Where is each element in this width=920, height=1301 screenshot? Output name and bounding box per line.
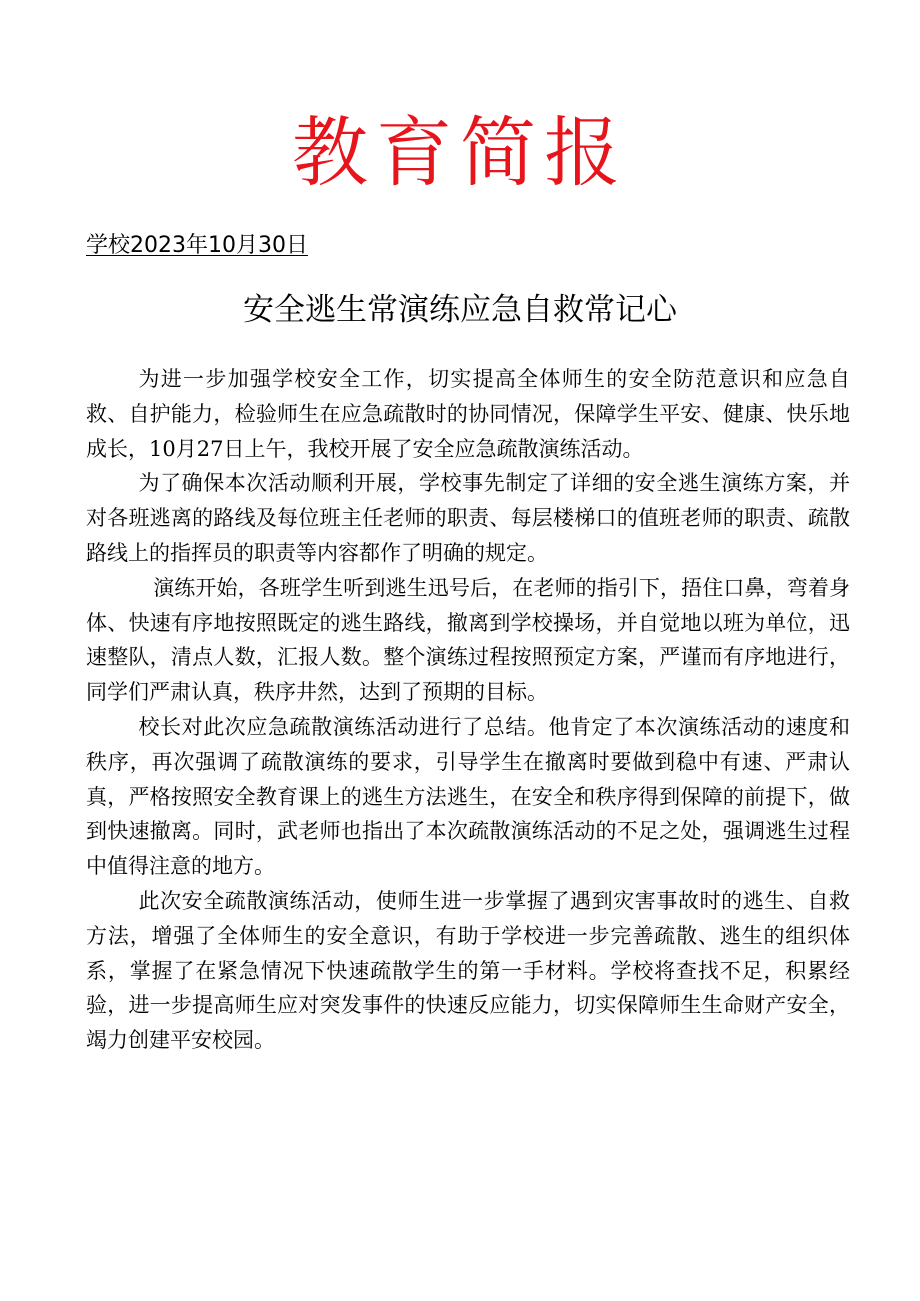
paragraph-drill: 演练开始，各班学生听到逃生迅号后，在老师的指引下，捂住口鼻，弯着身体、快速有序地按照既定的逃生路线，撤离到学校操场，并自觉地以班为单位，迅速整队，清点人数，汇报人数。整个演练过程按照预定方案，严谨而有序地进行，同学们严肃认真，秩序井然，达到了预期的目标。 (86, 575, 850, 705)
paragraph-intro: 为进一步加强学校安全工作，切实提高全体师生的安全防范意识和应急自救、自护能力，检验师生在应急疏散时的协同情况，保障学生平安、健康、快乐地成长，10月27日上午，我校开展了安全应急疏散演练活动。 (86, 367, 850, 461)
article-body (86, 362, 850, 1058)
masthead-title: 教育简报 (292, 108, 628, 197)
school-dateline: 学校2023年10月30日 (86, 233, 308, 258)
paragraph-conclusion: 此次安全疏散演练活动，使师生进一步掌握了遇到灾害事故时的逃生、自救方法，增强了全体师生的安全意识，有助于学校进一步完善疏散、逃生的组织体系，掌握了在紧急情况下快速疏散学生的第一手材料。学校将查找不足，积累经验，进一步提高师生应对突发事件的快速反应能力，切实保障师生生命财产安全，竭力创建平安校园。 (86, 888, 850, 1053)
paragraph-summary: 校长对此次应急疏散演练活动进行了总结。他肯定了本次演练活动的速度和秩序，再次强调了疏散演练的要求，引导学生在撤离时要做到稳中有速、严肃认真，严格按照安全教育课上的逃生方法逃生，在安全和秩序得到保障的前提下，做到快速撤离。同时，武老师也指出了本次疏散演练活动的不足之处，强调逃生过程中值得注意的地方。 (86, 714, 850, 879)
paragraph-preparation: 为了确保本次活动顺利开展，学校事先制定了详细的安全逃生演练方案，并对各班逃离的路线及每位班主任老师的职责、每层楼梯口的值班老师的职责、疏散路线上的指挥员的职责等内容都作了明确的规定。 (86, 471, 850, 565)
article-title: 安全逃生常演练应急自救常记心 (243, 292, 677, 328)
